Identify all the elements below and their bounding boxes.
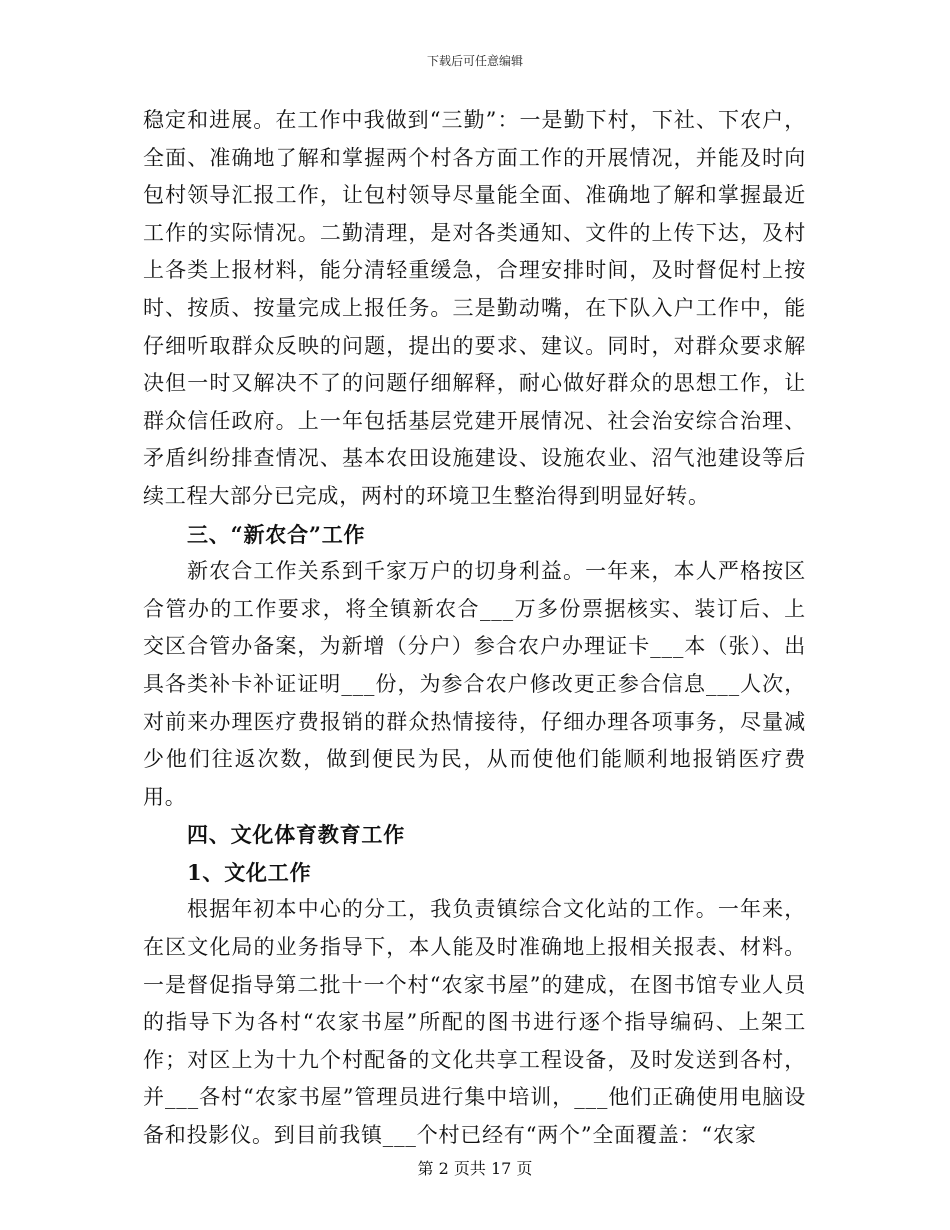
section-heading-4: 四、文化体育教育工作 <box>187 822 405 848</box>
section-heading-3: 三、“新农合”工作 <box>187 521 366 547</box>
paragraph-new-rural-cooperative: 新农合工作关系到千家万户的切身利益。一年来，本人严格按区合管办的工作要求，将全镇新农合___万多份票据核实、装订后、上交区合管办备案，为新增（分户）参合农户办理证卡___本（张）、出具各类补卡补证证明___份，为参合农户修改更正参合信息___人次，对前来办理医疗费报销的群众热情接待，仔细办理各项事务，尽量减少他们往返次数，做到便民为民，从而使他们能顺利地报销医疗费用。 <box>143 559 806 809</box>
page-footer: 第 2 页共 17 页 <box>417 1159 533 1178</box>
subsection-heading-4-1: 1、文化工作 <box>187 859 312 885</box>
document-body <box>143 102 806 1155</box>
page-header: 下载后可任意编辑 <box>426 54 523 68</box>
paragraph-culture-work: 根据年初本中心的分工，我负责镇综合文化站的工作。一年来，在区文化局的业务指导下，本人能及时准确地上报相关报表、材料。一是督促指导第二批十一个村“农家书屋”的建成，在图书馆专业人员的指导下为各村“农家书屋”所配的图书进行逐个指导编码、上架工作；对区上为十九个村配备的文化共享工程设备，及时发送到各村，并___各村“农家书屋”管理员进行集中培训，___他们正确使用电脑设备和投影仪。到目前我镇___个村已经有“两个”全面覆盖：“农家 <box>143 897 806 1148</box>
paragraph-continuation: 稳定和进展。在工作中我做到“三勤”：一是勤下村，下社、下农户，全面、准确地了解和掌握两个村各方面工作的开展情况，并能及时向包村领导汇报工作，让包村领导尽量能全面、准确地了解和掌握最近工作的实际情况。二勤清理，是对各类通知、文件的上传下达，及村上各类上报材料，能分清轻重缓急，合理安排时间，及时督促村上按时、按质、按量完成上报任务。三是勤动嘴，在下队入户工作中，能仔细听取群众反映的问题，提出的要求、建议。同时，对群众要求解决但一时又解决不了的问题仔细解释，耐心做好群众的思想工作，让群众信任政府。上一年包括基层党建开展情况、社会治安综合治理、矛盾纠纷排查情况、基本农田设施建设、设施农业、沼气池建设等后续工程大部分已完成，两村的环境卫生整治得到明显好转。 <box>143 108 806 508</box>
